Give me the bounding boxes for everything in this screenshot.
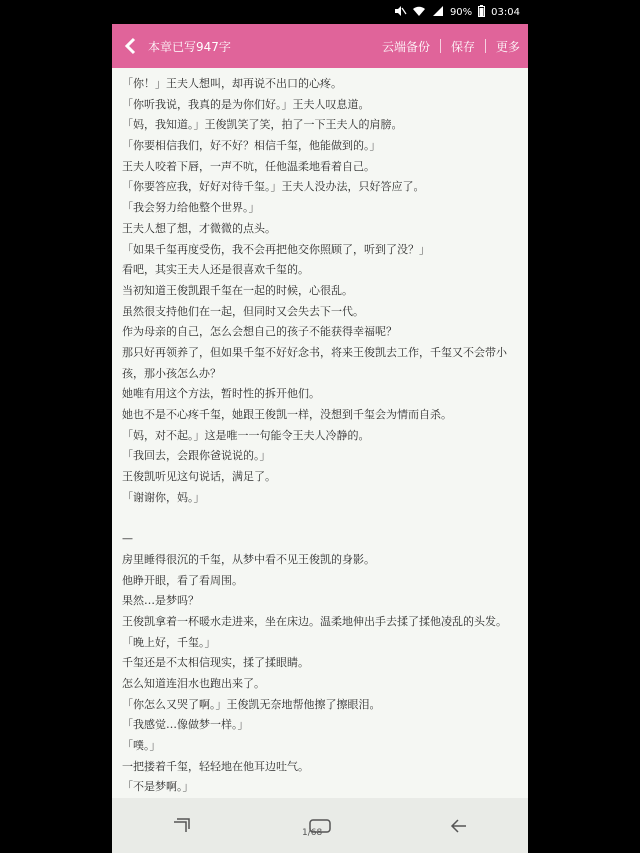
text-line: —: [122, 532, 133, 546]
status-bar: [112, 0, 528, 24]
chapter-word-count: 本章已写947字: [148, 39, 231, 54]
text-line: 王俊凯听见这句说话，满足了。: [122, 470, 276, 484]
back-nav-button[interactable]: [429, 806, 489, 846]
back-arrow-icon: [123, 37, 137, 55]
text-line: 「你！」王夫人想叫，却再说不出口的心疼。: [122, 77, 342, 90]
recent-apps-icon: [172, 818, 190, 834]
battery-icon: [478, 5, 485, 20]
text-line: 果然…是梦吗？: [122, 594, 199, 608]
text-line: 虽然很支持他们在一起，但同时又会失去下一代。: [122, 304, 364, 318]
text-line: 「我回去，会跟你爸说说的。」: [122, 449, 271, 463]
text-line: 「你要答应我，好好对待千玺。」王夫人没办法，只好答应了。: [122, 180, 425, 194]
text-line: 「我会努力给他整个世界。」: [122, 201, 260, 215]
phone-screen: [112, 0, 528, 853]
text-editor[interactable]: [112, 68, 528, 798]
text-line: 「不是梦啊。」: [122, 780, 194, 794]
home-button[interactable]: [290, 806, 350, 846]
text-line: 王夫人想了想，才微微的点头。: [122, 221, 276, 235]
back-nav-icon: [450, 818, 468, 834]
text-line: 作为母亲的自己，怎么会想自己的孩子不能获得幸福呢？: [122, 325, 397, 339]
text-line: 「妈，对不起。」这是唯一一句能令王夫人冷静的。: [122, 428, 370, 442]
mute-icon: [394, 5, 406, 20]
text-line: 「如果千玺再度受伤，我不会再把他交你照顾了，听到了没？」: [122, 242, 430, 256]
text-line: 「噗。」: [122, 739, 161, 752]
text-line: 王夫人咬着下唇，一声不吭，任他温柔地看着自己。: [122, 159, 375, 173]
text-line: 一把搂着千玺，轻轻地在他耳边吐气。: [122, 759, 309, 773]
back-button[interactable]: [112, 24, 148, 68]
page-count: 1/68: [302, 828, 323, 838]
app-bar: [112, 24, 528, 68]
text-line: [122, 508, 520, 529]
signal-icon: [432, 5, 444, 20]
text-line: 怎么知道连泪水也跑出来了。: [122, 676, 265, 690]
app-bar-actions: [382, 38, 528, 55]
text-line: 他睁开眼，看了看周围。: [122, 573, 243, 587]
text-line: 「晚上好，千玺。」: [122, 635, 216, 649]
text-line: 「谢谢你，妈。」: [122, 490, 205, 504]
text-line: 千玺还是不太相信现实，揉了揉眼睛。: [122, 656, 309, 670]
recent-apps-button[interactable]: [151, 806, 211, 846]
text-line: 她唯有用这个方法，暂时性的拆开他们。: [122, 387, 320, 401]
text-line: 那只好再领养了，但如果千玺不好好念书，将来王俊凯去工作，千玺又不会带小: [122, 345, 507, 359]
save-button[interactable]: 保存: [450, 39, 475, 54]
battery-percent: 90%: [449, 7, 473, 18]
status-icons: [394, 5, 520, 20]
cloud-backup-button[interactable]: 云端备份: [381, 39, 430, 54]
editor-lines: [112, 68, 528, 819]
text-line: 「你听我说，我真的是为你们好。」王夫人叹息道。: [122, 97, 370, 111]
text-line: 「我感觉…像做梦一样。」: [122, 718, 249, 732]
text-line: 当初知道王俊凯跟千玺在一起的时候，心很乱。: [122, 283, 353, 297]
text-line: 「你怎么又哭了啊。」王俊凯无奈地帮他擦了擦眼泪。: [122, 697, 381, 711]
text-line: 看吧，其实王夫人还是很喜欢千玺的。: [122, 263, 309, 277]
text-line: 王俊凯拿着一杯暖水走进来，坐在床边。温柔地伸出手去揉了揉他凌乱的头发。: [122, 614, 507, 628]
text-line: 「妈，我知道。」王俊凯笑了笑，拍了一下王夫人的肩膀。: [122, 118, 403, 132]
text-line: 她也不是不心疼千玺，她跟王俊凯一样，没想到千玺会为情而自杀。: [122, 408, 452, 421]
divider: [440, 39, 441, 53]
text-line: 「你要相信我们，好不好？相信千玺，他能做到的。」: [122, 139, 381, 153]
text-line: 房里睡得很沉的千玺，从梦中看不见王俊凯的身影。: [122, 552, 375, 566]
system-nav-bar: [112, 798, 528, 853]
text-line: 孩，那小孩怎么办？: [122, 366, 221, 380]
more-button[interactable]: 更多: [495, 39, 520, 54]
wifi-icon: [412, 5, 426, 20]
divider: [485, 39, 486, 53]
clock: 03:04: [491, 7, 520, 18]
